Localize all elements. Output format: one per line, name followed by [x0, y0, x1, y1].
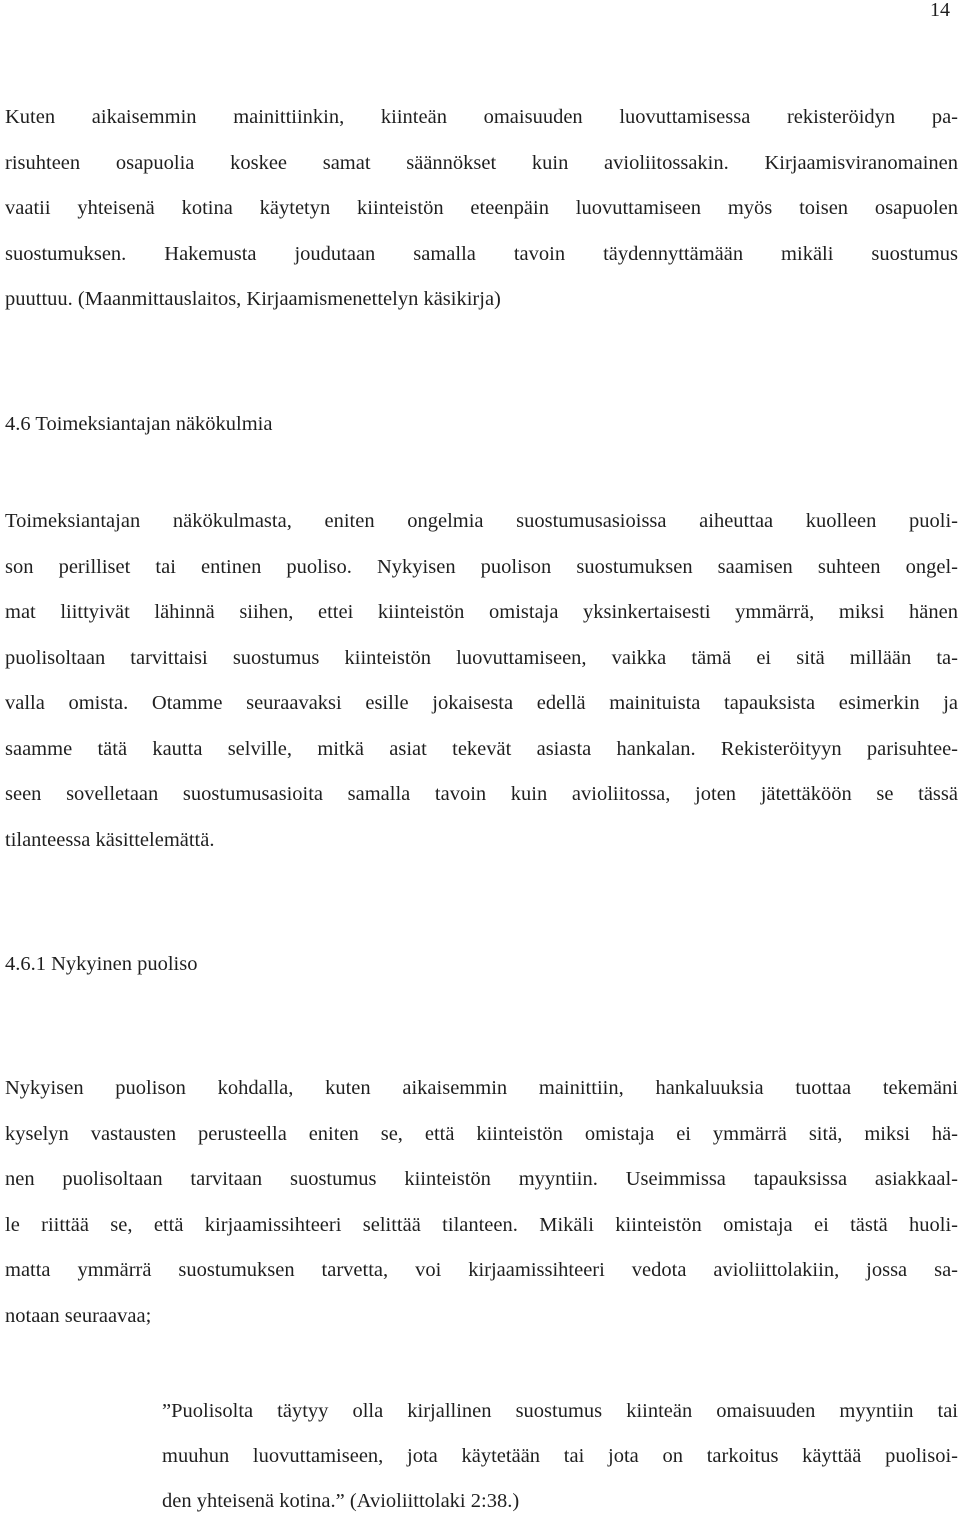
quote-line: den yhteisenä kotina.” (Avioliittolaki 2:38.) — [162, 1490, 520, 1512]
paragraph-line: kyselyn vastausten perusteella eniten se, että kiinteistön omistaja ei ymmärrä sitä, miksi hä- — [5, 1122, 958, 1145]
paragraph-line: vaatii yhteisenä kotina käytetyn kiinteistön eteenpäin luovuttamiseen myös toisen osapuolen — [5, 197, 958, 219]
paragraph-intro — [5, 95, 958, 323]
paragraph-line: Kuten aikaisemmin mainittiinkin, kiinteän omaisuuden luovuttamisessa rekisteröidyn pa- — [5, 106, 958, 128]
paragraph-line: notaan seuraavaa; — [5, 1304, 152, 1327]
paragraph-line: nen puolisoltaan tarvitaan suostumus kiinteistön myyntiin. Useimmissa tapauksissa asiakkaal- — [5, 1168, 958, 1190]
paragraph-line: seen sovelletaan suostumusasioita samalla tavoin kuin avioliitossa, joten jätettäköön se tässä — [5, 783, 958, 805]
section-heading-4-6: 4.6 Toimeksiantajan näkökulmia — [5, 413, 273, 435]
paragraph-line: mat liittyivät lähinnä siihen, ettei kiinteistön omistaja yksinkertaisesti ymmärrä, miksi hänen — [5, 601, 958, 623]
law-quote — [162, 1389, 958, 1524]
paragraph-line: puolisoltaan tarvittaisi suostumus kiinteistön luovuttamiseen, vaikka tämä ei sitä millään ta- — [5, 646, 958, 669]
paragraph-client-perspective — [5, 499, 958, 863]
paragraph-line: Nykyisen puolison kohdalla, kuten aikaisemmin mainittiin, hankaluuksia tuottaa tekemäni — [5, 1077, 958, 1099]
paragraph-line: tilanteessa käsittelemättä. — [5, 828, 215, 851]
paragraph-line: saamme tätä kautta selville, mitkä asiat tekevät asiasta hankalan. Rekisteröityyn parisuhtee- — [5, 737, 958, 760]
section-heading-4-6-1: 4.6.1 Nykyinen puoliso — [5, 953, 198, 975]
quote-line: ”Puolisolta täytyy olla kirjallinen suostumus kiinteän omaisuuden myyntiin tai — [162, 1400, 958, 1422]
paragraph-current-spouse — [5, 1066, 958, 1339]
paragraph-line: risuhteen osapuolia koskee samat säännökset kuin avioliitossakin. Kirjaamisviranomainen — [5, 151, 958, 174]
paragraph-line: suostumuksen. Hakemusta joudutaan samalla tavoin täydennyttämään mikäli suostumus — [5, 242, 958, 265]
paragraph-line: puuttuu. (Maanmittauslaitos, Kirjaamismenettelyn käsikirja) — [5, 288, 501, 310]
paragraph-line: valla omista. Otamme seuraavaksi esille jokaisesta edellä mainituista tapauksista esimerkin ja — [5, 692, 958, 714]
quote-line: muuhun luovuttamiseen, jota käytetään tai jota on tarkoitus käyttää puolisoi- — [162, 1445, 958, 1467]
page-number: 14 — [930, 0, 950, 21]
paragraph-line: matta ymmärrä suostumuksen tarvetta, voi kirjaamissihteeri vedota avioliittolakiin, jossa sa- — [5, 1259, 958, 1281]
paragraph-line: le riittää se, että kirjaamissihteeri selittää tilanteen. Mikäli kiinteistön omistaja ei tästä huoli- — [5, 1213, 958, 1236]
paragraph-line: son perilliset tai entinen puoliso. Nykyisen puolison suostumuksen saamisen suhteen ongel- — [5, 555, 958, 578]
paragraph-line: Toimeksiantajan näkökulmasta, eniten ongelmia suostumusasioissa aiheuttaa kuolleen puoli- — [5, 510, 958, 532]
